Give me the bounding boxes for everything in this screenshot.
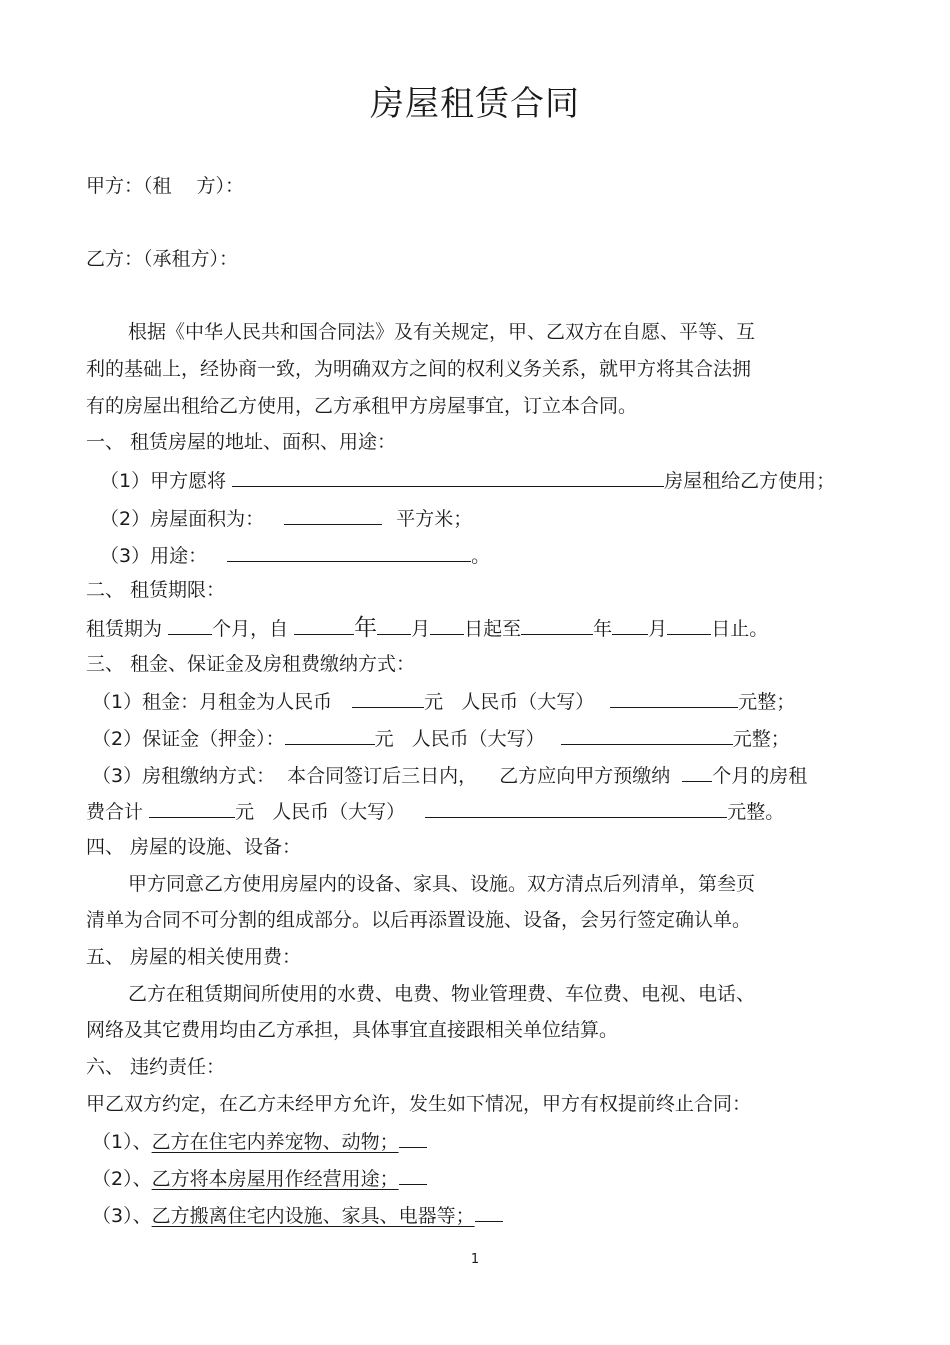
item-1-2: （2）房屋面积为： 平方米；: [100, 503, 472, 533]
section-4-para-1: 甲方同意乙方使用房屋内的设备、家具、设施。双方清点后列清单，第叁页: [128, 873, 756, 895]
section-6-intro: 甲乙双方约定，在乙方未经甲方允许，发生如下情况，甲方有权提前终止合同：: [86, 1093, 752, 1115]
preamble-line-3: 有的房屋出租给乙方使用，乙方承租甲方房屋事宜，订立本合同。: [86, 395, 638, 417]
item-3-1: （1）租金：月租金为人民币 元 人民币（大写） 元整；: [92, 686, 795, 716]
section-4-heading: 四、 房屋的设施、设备：: [86, 836, 302, 858]
area-blank: [284, 503, 382, 525]
section-5-heading: 五、 房屋的相关使用费：: [86, 946, 302, 968]
section-5-para-1: 乙方在租赁期间所使用的水费、电费、物业管理费、车位费、电视、电话、: [128, 983, 756, 1005]
prepay-months-blank: [682, 760, 712, 782]
end-year-blank: [521, 613, 593, 635]
breach-clause-2: （2）、乙方将本房屋用作经营用途；: [92, 1163, 427, 1193]
lease-term-line: 租赁期为 个月，自 年 月 日起至 年 月 日止。: [86, 615, 769, 641]
deposit-blank: [285, 723, 375, 745]
section-6-heading: 六、 违约责任：: [86, 1056, 226, 1078]
months-blank: [168, 613, 212, 635]
section-4-para-2: 清单为合同不可分割的组成部分。以后再添置设施、设备，会另行签定确认单。: [86, 909, 752, 931]
item-3-2: （2）保证金（押金）： 元 人民币（大写） 元整；: [92, 723, 790, 753]
item-1-3: （3）用途： 。: [100, 540, 490, 570]
section-3-heading: 三、 租金、保证金及房租费缴纳方式：: [86, 653, 416, 675]
item-3-3-cont: 费合计 元 人民币（大写） 元整。: [86, 796, 784, 826]
item-1-1: （1）甲方愿将 房屋租给乙方使用；: [100, 465, 835, 495]
prepay-total-capital-blank: [425, 796, 727, 818]
address-blank: [232, 465, 664, 487]
section-2-heading: 二、 租赁期限：: [86, 579, 226, 601]
section-1-heading: 一、 租赁房屋的地址、面积、用途：: [86, 431, 397, 453]
section-5-para-2: 网络及其它费用均由乙方承担，具体事宜直接跟相关单位结算。: [86, 1019, 619, 1041]
prepay-total-blank: [149, 796, 235, 818]
monthly-rent-blank: [352, 686, 424, 708]
party-b-line: 乙方：（承租方）：: [86, 248, 239, 270]
breach-clause-3: （3）、乙方搬离住宅内设施、家具、电器等；: [92, 1200, 503, 1230]
breach-clause-1: （1）、乙方在住宅内养宠物、动物；: [92, 1126, 427, 1156]
start-year-blank: [294, 613, 354, 635]
end-month-blank: [612, 613, 648, 635]
monthly-rent-capital-blank: [610, 686, 738, 708]
usage-blank: [227, 540, 471, 562]
item-3-3: （3）房租缴纳方式： 本合同签订后三日内， 乙方应向甲方预缴纳 个月的房租: [92, 760, 807, 790]
deposit-capital-blank: [561, 723, 733, 745]
start-month-blank: [377, 613, 411, 635]
party-a-line: 甲方：（租 方）：: [86, 175, 245, 197]
end-day-blank: [667, 613, 711, 635]
page-number: 1: [470, 1252, 480, 1267]
preamble-line-1: 根据《中华人民共和国合同法》及有关规定，甲、乙双方在自愿、平等、互: [128, 321, 756, 343]
preamble-line-2: 利的基础上，经协商一致，为明确双方之间的权利义务关系，就甲方将其合法拥: [86, 358, 752, 380]
page-title: 房屋租赁合同: [370, 84, 580, 124]
start-day-blank: [430, 613, 464, 635]
